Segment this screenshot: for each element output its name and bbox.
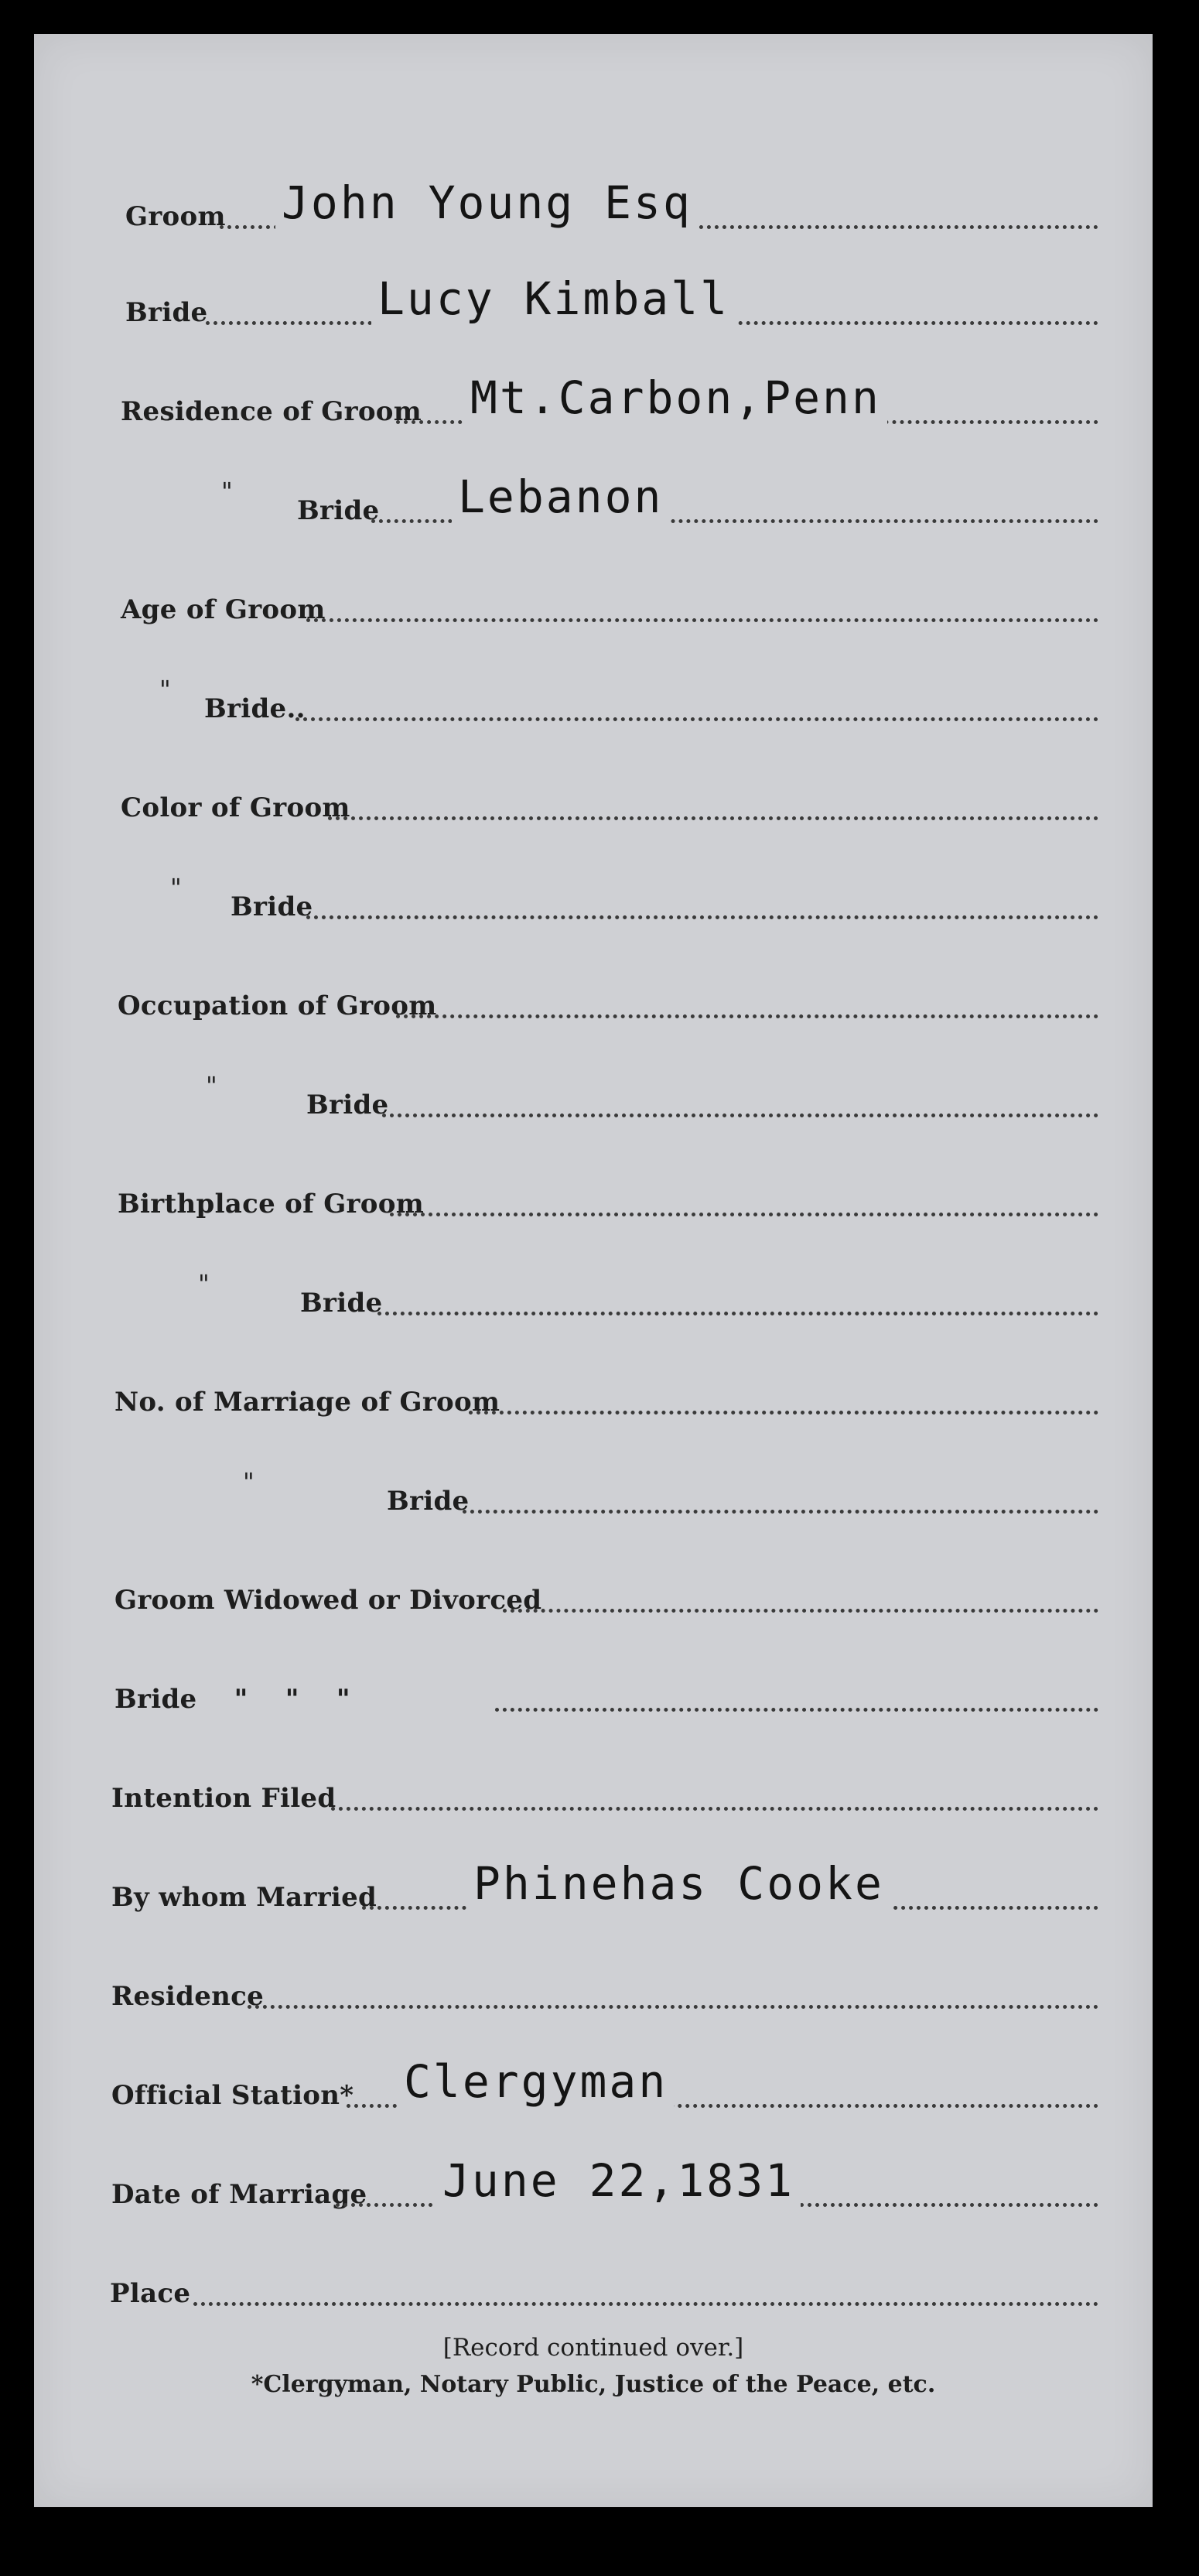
field-dotted-line bbox=[463, 1510, 1098, 1514]
field-dotted-line bbox=[306, 915, 1098, 919]
field-groom-widowed bbox=[34, 1541, 1153, 1627]
field-label: Residence bbox=[111, 1981, 265, 2012]
field-dotted-line bbox=[306, 618, 1098, 622]
field-label: Date of Marriage bbox=[111, 2179, 367, 2210]
ditto-mark: " bbox=[159, 675, 171, 704]
field-value: Lucy Kimball bbox=[371, 272, 736, 325]
field-bride-widowed bbox=[34, 1640, 1153, 1726]
field-label: Color of Groom bbox=[121, 792, 350, 823]
field-dotted-line bbox=[331, 1807, 1098, 1811]
field-label: Occupation of Groom bbox=[118, 990, 437, 1021]
footnote: *Clergyman, Notary Public, Justice of the Peace, etc. bbox=[251, 2371, 936, 2398]
field-value: John Young Esq bbox=[275, 176, 699, 229]
field-residence-bride bbox=[34, 452, 1153, 537]
field-value: Lebanon bbox=[452, 470, 669, 523]
field-birthplace-groom bbox=[34, 1145, 1153, 1230]
field-label: No. of Marriage of Groom bbox=[114, 1387, 500, 1418]
field-birthplace-bride bbox=[34, 1244, 1153, 1329]
field-value: Mt.Carbon,Penn bbox=[464, 371, 887, 424]
field-occupation-groom bbox=[34, 947, 1153, 1032]
field-label: Official Station* bbox=[111, 2080, 354, 2111]
field-official-station bbox=[34, 2037, 1153, 2122]
field-color-groom bbox=[34, 749, 1153, 834]
field-value: June 22,1831 bbox=[436, 2154, 801, 2207]
field-label: Residence of Groom bbox=[121, 396, 422, 427]
field-dotted-line bbox=[295, 717, 1098, 721]
field-dotted-line bbox=[328, 816, 1098, 820]
record-continued-note: [Record continued over.] bbox=[442, 2334, 744, 2362]
field-label: Bride bbox=[300, 1288, 383, 1319]
field-dotted-line bbox=[193, 2302, 1098, 2306]
field-label: Bride.. bbox=[204, 693, 306, 724]
field-intention-filed bbox=[34, 1740, 1153, 1825]
field-label: Groom Widowed or Divorced bbox=[114, 1585, 542, 1616]
field-label: Bride bbox=[125, 297, 208, 328]
field-occupation-bride bbox=[34, 1046, 1153, 1131]
field-dotted-line bbox=[469, 1411, 1098, 1415]
field-dotted-line bbox=[390, 1213, 1098, 1216]
field-by-whom-married bbox=[34, 1839, 1153, 1924]
field-groom bbox=[34, 158, 1153, 243]
field-label: Groom bbox=[125, 201, 226, 232]
field-label: Bride bbox=[306, 1090, 389, 1120]
field-label: By whom Married bbox=[111, 1882, 377, 1913]
ditto-mark: " bbox=[198, 1269, 210, 1298]
field-color-bride bbox=[34, 848, 1153, 933]
field-value: Clergyman bbox=[398, 2055, 674, 2108]
field-residence-groom bbox=[34, 353, 1153, 438]
field-dotted-line bbox=[495, 1708, 1098, 1712]
field-place bbox=[34, 2235, 1153, 2320]
field-label: Age of Groom bbox=[121, 594, 326, 625]
field-label: Intention Filed bbox=[111, 1783, 336, 1814]
field-marriage-no-bride bbox=[34, 1442, 1153, 1527]
field-label: Place bbox=[110, 2278, 191, 2309]
field-label: Bride bbox=[297, 495, 380, 526]
field-age-groom bbox=[34, 551, 1153, 636]
field-dotted-line bbox=[503, 1609, 1098, 1613]
field-age-bride bbox=[34, 650, 1153, 735]
field-date-of-marriage bbox=[34, 2136, 1153, 2221]
ditto-mark: " bbox=[221, 477, 233, 506]
field-dotted-line bbox=[396, 1014, 1098, 1018]
ditto-mark: " bbox=[170, 873, 182, 902]
ditto-mark: " bbox=[206, 1071, 217, 1100]
field-residence bbox=[34, 1938, 1153, 2023]
ditto-mark: " bbox=[243, 1467, 254, 1497]
field-label: Bride bbox=[387, 1486, 470, 1517]
marriage-record-card bbox=[34, 34, 1153, 2507]
field-dotted-line bbox=[248, 2005, 1098, 2009]
field-label: Bride " " " bbox=[114, 1684, 350, 1715]
field-dotted-line bbox=[377, 1312, 1098, 1315]
field-marriage-no-groom bbox=[34, 1343, 1153, 1428]
field-bride bbox=[34, 254, 1153, 339]
field-value: Phinehas Cooke bbox=[467, 1857, 890, 1910]
field-dotted-line bbox=[382, 1114, 1098, 1117]
field-label: Bride bbox=[231, 891, 313, 922]
field-label: Birthplace of Groom bbox=[118, 1189, 425, 1220]
